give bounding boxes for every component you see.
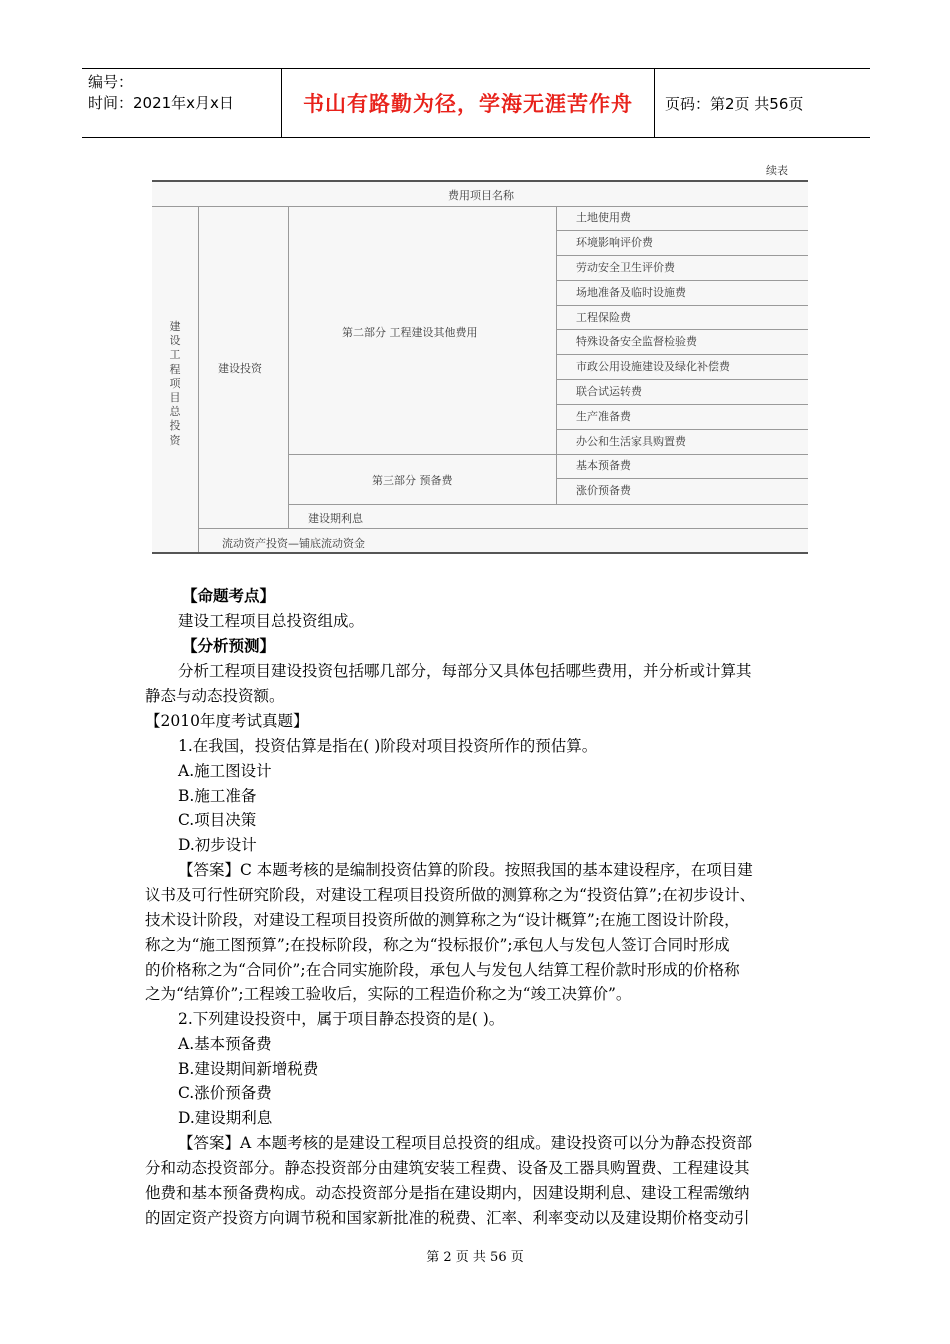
table-working-rule: [198, 528, 808, 529]
part3-item-list: [556, 454, 808, 504]
part2-item: 场地准备及临时设施费: [556, 281, 808, 306]
part2-item: 生产准备费: [556, 405, 808, 430]
table-top-rule: [152, 180, 808, 182]
table-col-header: 费用项目名称: [448, 189, 514, 202]
table-total-label: 建设工程项目总投资: [169, 320, 181, 447]
table-vline-2: [288, 206, 289, 528]
fenxi-line-1: 分析工程项目建设投资包括哪几部分，每部分又具体包括哪些费用，并分析或计算其: [178, 662, 752, 680]
mingti-text: 建设工程项目总投资组成。: [178, 612, 365, 630]
header-motto: 书山有路勤为径，学海无涯苦作舟: [303, 92, 633, 116]
answer-1-line-4: 称之为“施工图预算”;在投标阶段，称之为“投标报价”;承包人与发包人签订合同时形成: [145, 936, 730, 954]
part2-item: 环境影响评价费: [556, 231, 808, 256]
q1-option-a: A.施工图设计: [178, 762, 272, 780]
table-interest-label: 建设期利息: [308, 512, 363, 525]
answer-1-line-2: 议书及可行性研究阶段，对建设工程项目投资所做的测算称之为“投资估算”;在初步设计、: [145, 886, 756, 904]
investment-composition-table: [152, 180, 808, 554]
part2-item: 劳动安全卫生评价费: [556, 256, 808, 281]
table-vline-1: [198, 206, 199, 552]
answer-1-line-1: 【答案】C 本题考核的是编制投资估算的阶段。按照我国的基本建设程序，在项目建: [178, 861, 753, 879]
part2-item: 特殊设备安全监督检验费: [556, 330, 808, 355]
table-working-capital-label: 流动资产投资—铺底流动资金: [222, 537, 365, 550]
table-bottom-rule: [152, 552, 808, 554]
q2-option-c: C.涨价预备费: [178, 1084, 272, 1102]
q1-option-c: C.项目决策: [178, 811, 257, 829]
table-construction-label: 建设投资: [218, 362, 262, 375]
table-part3-label: 第三部分 预备费: [372, 474, 453, 487]
q2-option-b: B.建设期间新增税费: [178, 1060, 319, 1078]
header-page: 页码：第2页 共56页: [665, 94, 804, 113]
heading-fenxi: 【分析预测】: [182, 636, 276, 655]
table-part2-label: 第二部分 工程建设其他费用: [342, 326, 478, 339]
page-footer: 第 2 页 共 56 页: [426, 1250, 524, 1265]
header-motto-cell: [282, 69, 655, 137]
q2-option-d: D.建设期利息: [178, 1109, 273, 1127]
part2-item: 联合试运转费: [556, 380, 808, 405]
part2-item-list: [556, 206, 808, 455]
question-2: 2.下列建设投资中，属于项目静态投资的是( )。: [178, 1010, 505, 1028]
page-header: [82, 68, 870, 138]
part3-item: 基本预备费: [556, 454, 808, 479]
q1-option-d: D.初步设计: [178, 836, 257, 854]
answer-2-line-1: 【答案】A 本题考核的是建设工程项目总投资的组成。建设投资可以分为静态投资部: [178, 1134, 753, 1152]
part2-item: 办公和生活家具购置费: [576, 435, 686, 449]
header-time: 时间：2021年x月x日: [88, 94, 234, 112]
answer-1-line-6: 之为“结算价”;工程竣工验收后，实际的工程造价称之为“竣工决算价”。: [145, 985, 632, 1003]
heading-mingti: 【命题考点】: [182, 586, 276, 605]
part3-item: 涨价预备费: [576, 484, 631, 497]
answer-2-line-4: 的固定资产投资方向调节税和国家新批准的税费、汇率、利率变动以及建设期价格变动引: [145, 1209, 750, 1227]
answer-2-line-3: 他费和基本预备费构成。动态投资部分是指在建设期内，因建设期利息、建设工程需缴纳: [145, 1184, 750, 1202]
fenxi-line-2: 静态与动态投资额。: [145, 687, 285, 705]
q2-option-a: A.基本预备费: [178, 1035, 272, 1053]
q1-option-b: B.施工准备: [178, 787, 257, 805]
table-continued-label: 续表: [766, 164, 788, 177]
heading-exam: 【2010年度考试真题】: [145, 712, 309, 730]
answer-1-line-3: 技术设计阶段，对建设工程项目投资所做的测算称之为“设计概算”;在施工图设计阶段，: [145, 911, 740, 929]
part2-item: 土地使用费: [556, 206, 808, 231]
header-meta: [82, 69, 282, 137]
part2-item: 市政公用设施建设及绿化补偿费: [556, 355, 808, 380]
answer-1-line-5: 的价格称之为“合同价”;在合同实施阶段，承包人与发包人结算工程价款时形成的价格称: [145, 961, 740, 979]
part2-item: 工程保险费: [556, 306, 808, 331]
header-number: 编号：: [88, 73, 134, 91]
question-1: 1.在我国，投资估算是指在( )阶段对项目投资所作的预估算。: [178, 737, 598, 755]
answer-2-line-2: 分和动态投资部分。静态投资部分由建筑安装工程费、设备及工器具购置费、工程建设其: [145, 1159, 750, 1177]
table-interest-rule: [288, 504, 808, 505]
